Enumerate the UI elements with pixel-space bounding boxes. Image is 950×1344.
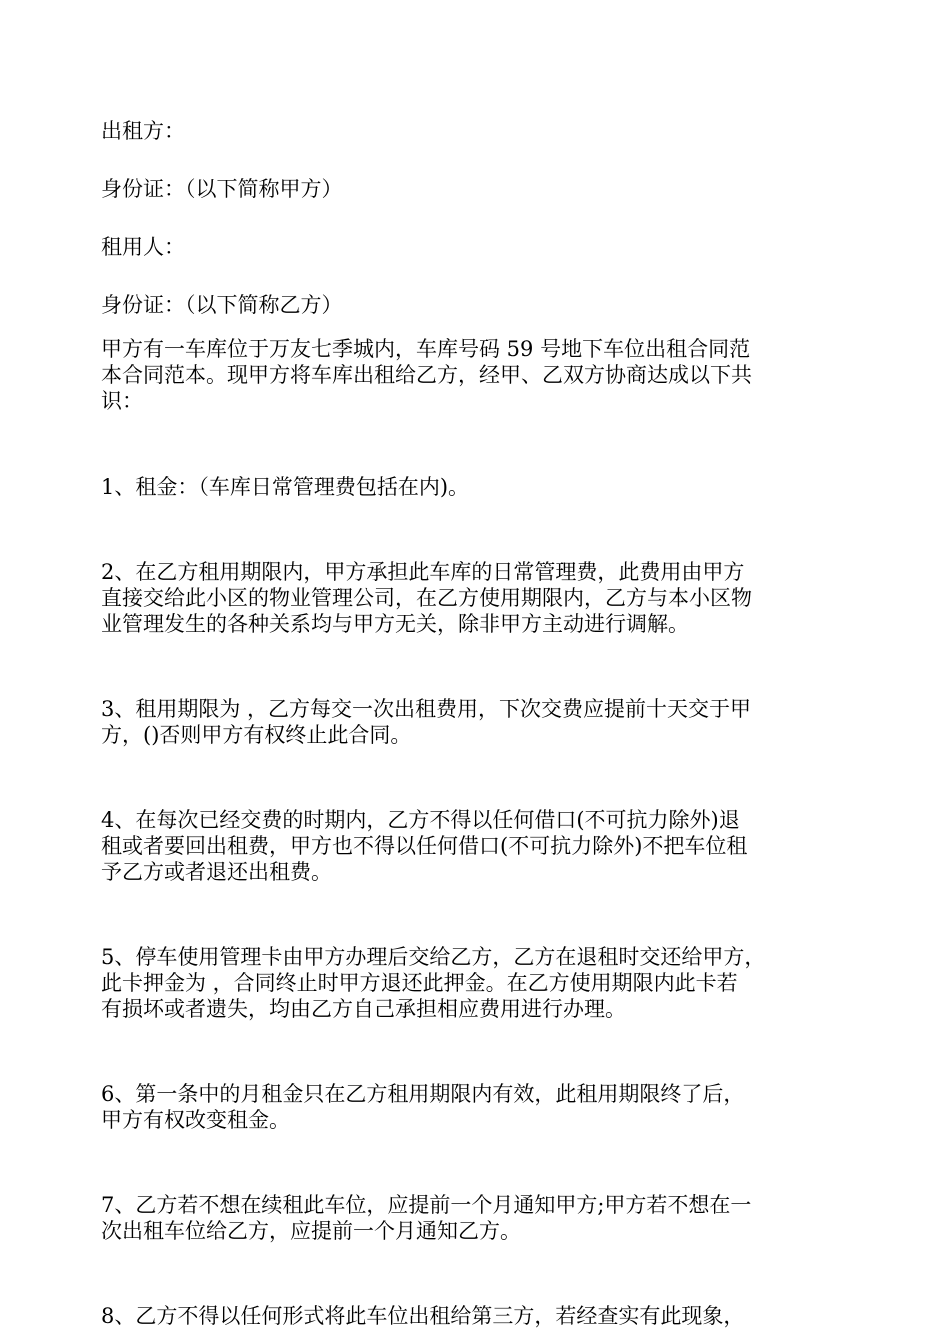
- intro-line: 识：: [101, 389, 143, 413]
- clause-line: 2、在乙方租用期限内，甲方承担此车库的日常管理费，此费用由甲方: [101, 560, 745, 584]
- clause-3: [101, 696, 853, 748]
- clause-line: 此卡押金为 ，合同终止时甲方退还此押金。在乙方使用期限内此卡若: [101, 971, 738, 995]
- clause-line: 有损坏或者遗失，均由乙方自己承担相应费用进行办理。: [101, 997, 626, 1021]
- lessor-label: 出租方：: [101, 119, 185, 143]
- clause-line: 1、租金：（车库日常管理费包括在内)。: [101, 475, 470, 499]
- clause-line: 4、在每次已经交费的时期内，乙方不得以任何借口(不可抗力除外)退: [101, 808, 740, 832]
- clause-line: 8、乙方不得以任何形式将此车位出租给第三方，若经查实有此现象，: [101, 1304, 745, 1328]
- lessor-id-line: 身份证：（以下简称甲方）: [101, 177, 343, 201]
- clause-5: [101, 944, 853, 1022]
- clause-line: 7、乙方若不想在续租此车位，应提前一个月通知甲方;甲方若不想在一: [101, 1193, 752, 1217]
- clause-line: 甲方有权改变租金。: [101, 1108, 290, 1132]
- intro-line: 甲方有一车库位于万友七季城内，车库号码 59 号地下车位出租合同范: [101, 337, 751, 361]
- clause-7: [101, 1192, 853, 1244]
- clause-line: 直接交给此小区的物业管理公司，在乙方使用期限内，乙方与本小区物: [101, 586, 752, 610]
- clause-line: 次出租车位给乙方，应提前一个月通知乙方。: [101, 1219, 521, 1243]
- clause-line: 予乙方或者退还出租费。: [101, 860, 332, 884]
- clause-6: [101, 1081, 853, 1133]
- clause-line: 3、租用期限为 ，乙方每交一次出租费用，下次交费应提前十天交于甲: [101, 697, 752, 721]
- clause-2: [101, 559, 853, 637]
- intro-line: 本合同范本。现甲方将车库出租给乙方，经甲、乙双方协商达成以下共: [101, 363, 752, 387]
- lessee-label: 租用人：: [101, 235, 185, 259]
- clause-line: 业管理发生的各种关系均与甲方无关，除非甲方主动进行调解。: [101, 612, 689, 636]
- clause-line: 方，()否则甲方有权终止此合同。: [101, 723, 412, 747]
- clause-line: 租或者要回出租费，甲方也不得以任何借口(不可抗力除外)不把车位租: [101, 834, 748, 858]
- clause-1: [101, 474, 853, 500]
- contract-document: [101, 118, 853, 1329]
- clause-4: [101, 807, 853, 885]
- clause-line: 6、第一条中的月租金只在乙方租用期限内有效，此租用期限终了后，: [101, 1082, 745, 1106]
- clause-8: [101, 1303, 853, 1329]
- clause-line: 5、停车使用管理卡由甲方办理后交给乙方，乙方在退租时交还给甲方，: [101, 945, 766, 969]
- intro-paragraph: [101, 336, 853, 414]
- lessee-id-line: 身份证：（以下简称乙方）: [101, 293, 343, 317]
